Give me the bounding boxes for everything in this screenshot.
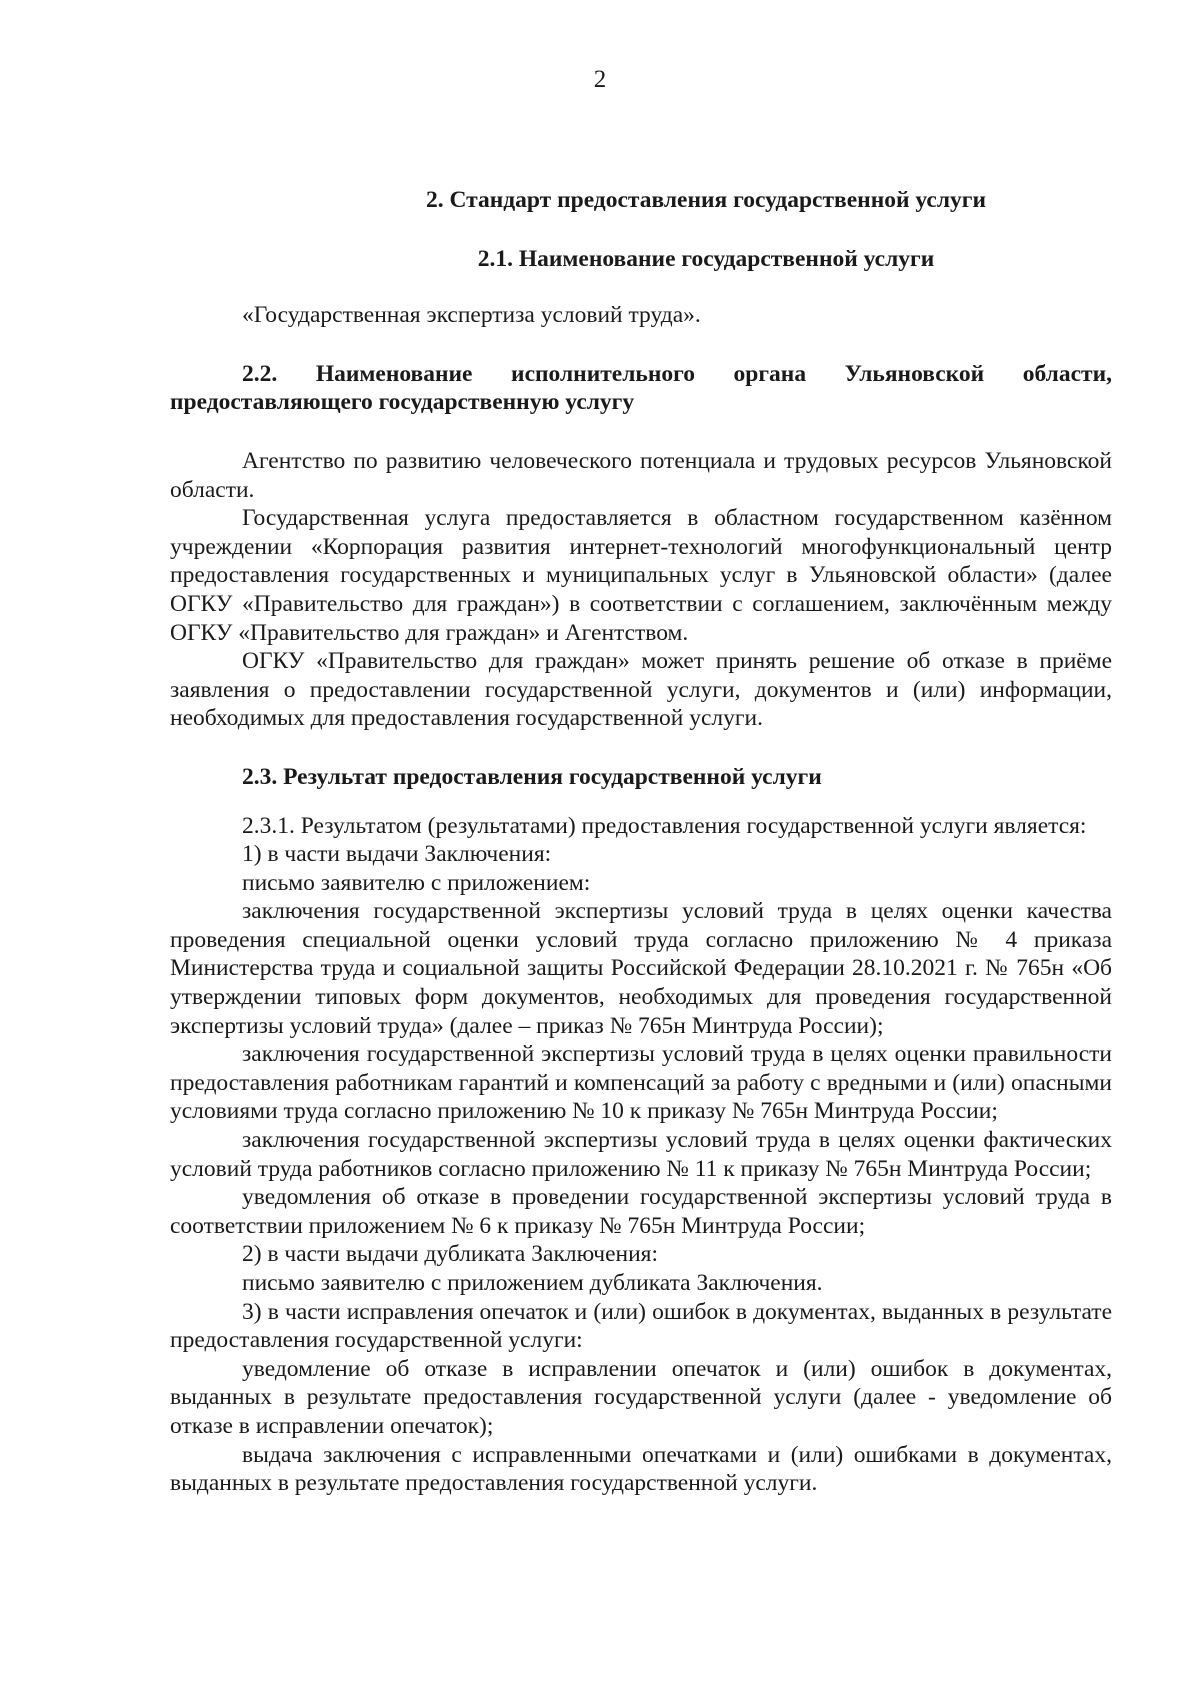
page-number: 2 — [593, 66, 607, 93]
section-heading-2-1: 2.1. Наименование государственной услуги — [477, 245, 935, 272]
agency-paragraph: Агентство по развитию человеческого потенциала и трудовых ресурсов Ульяновской области. — [170, 447, 1112, 503]
conclusion-2-paragraph: заключения государственной экспертизы условий труда в целях оценки правильности предоставления работникам гарантий и компенсаций за работу с вредными и (или) опасными условиями труда согласно приложению № 10 к приказу № 765н Минтруда России; — [170, 1041, 1112, 1125]
letter-2-paragraph: письмо заявителю с приложением дубликата Заключения. — [242, 1270, 823, 1296]
section-heading-2-2-line1: 2.2. Наименование исполнительного органа Ульяновской области, — [242, 360, 1112, 387]
document-body — [170, 186, 1112, 1498]
section-heading-2-2-line2: предоставляющего государственную услугу — [170, 389, 635, 416]
letter-1-paragraph: письмо заявителю с приложением: — [242, 869, 591, 896]
section-heading-2-3: 2.3. Результат предоставления государственной услуги — [242, 763, 822, 790]
part-1-paragraph: 1) в части выдачи Заключения: — [242, 841, 552, 868]
section-heading-2: 2. Стандарт предоставления государственной услуги — [425, 187, 987, 213]
part-3-paragraph: 3) в части исправления опечаток и (или) ошибок в документах, выданных в результате предоставления государственной услуги: — [170, 1298, 1112, 1354]
result-paragraph-2-3-1: 2.3.1. Результатом (результатами) предоставления государственной услуги является: — [242, 812, 1087, 839]
corrected-issue-paragraph: выдача заключения с исправленными опечатками и (или) ошибками в документах, выданных в результате предоставления государственной услуги. — [170, 1441, 1112, 1497]
ogku-paragraph-2: ОГКУ «Правительство для граждан» может принять решение об отказе в приёме заявления о предоставлении государственной услуги, документов и (или) информации, необходимых для предоставления государственной услуги. — [170, 648, 1112, 732]
conclusion-1-paragraph: заключения государственной экспертизы условий труда в целях оценки качества проведения специальной оценки условий труда согласно приложению № 4 приказа Министерства труда и социальной защиты Российской Федерации 28.10.2021 г. № 765н «Об утверждении типовых форм документов, необходимых для проведения государственной экспертизы условий труда» (далее – приказ № 765н Минтруда России); — [170, 898, 1112, 1039]
notice-paragraph: уведомления об отказе в проведении государственной экспертизы условий труда в соответствии приложением № 6 к приказу № 765н Минтруда России; — [170, 1184, 1112, 1239]
refusal-notice-paragraph: уведомление об отказе в исправлении опечаток и (или) ошибок в документах, выданных в результате предоставления государственной услуги (далее - уведомление об отказе в исправлении опечаток); — [170, 1355, 1112, 1439]
part-2-paragraph: 2) в части выдачи дубликата Заключения: — [242, 1241, 658, 1268]
service-name-paragraph: «Государственная экспертиза условий труда». — [242, 302, 701, 329]
ogku-paragraph-1: Государственная услуга предоставляется в областном государственном казённом учреждении «Корпорация развития интернет-технологий многофункциональный центр предоставления государственных и муниципальных услуг в Ульяновской области» (далее ОГКУ «Правительство для граждан») в соответствии с соглашением, заключённым между ОГКУ «Правительство для граждан» и Агентством. — [170, 505, 1112, 646]
conclusion-3-paragraph: заключения государственной экспертизы условий труда в целях оценки фактических условий труда работников согласно приложению № 11 к приказу № 765н Минтруда России; — [170, 1127, 1112, 1182]
